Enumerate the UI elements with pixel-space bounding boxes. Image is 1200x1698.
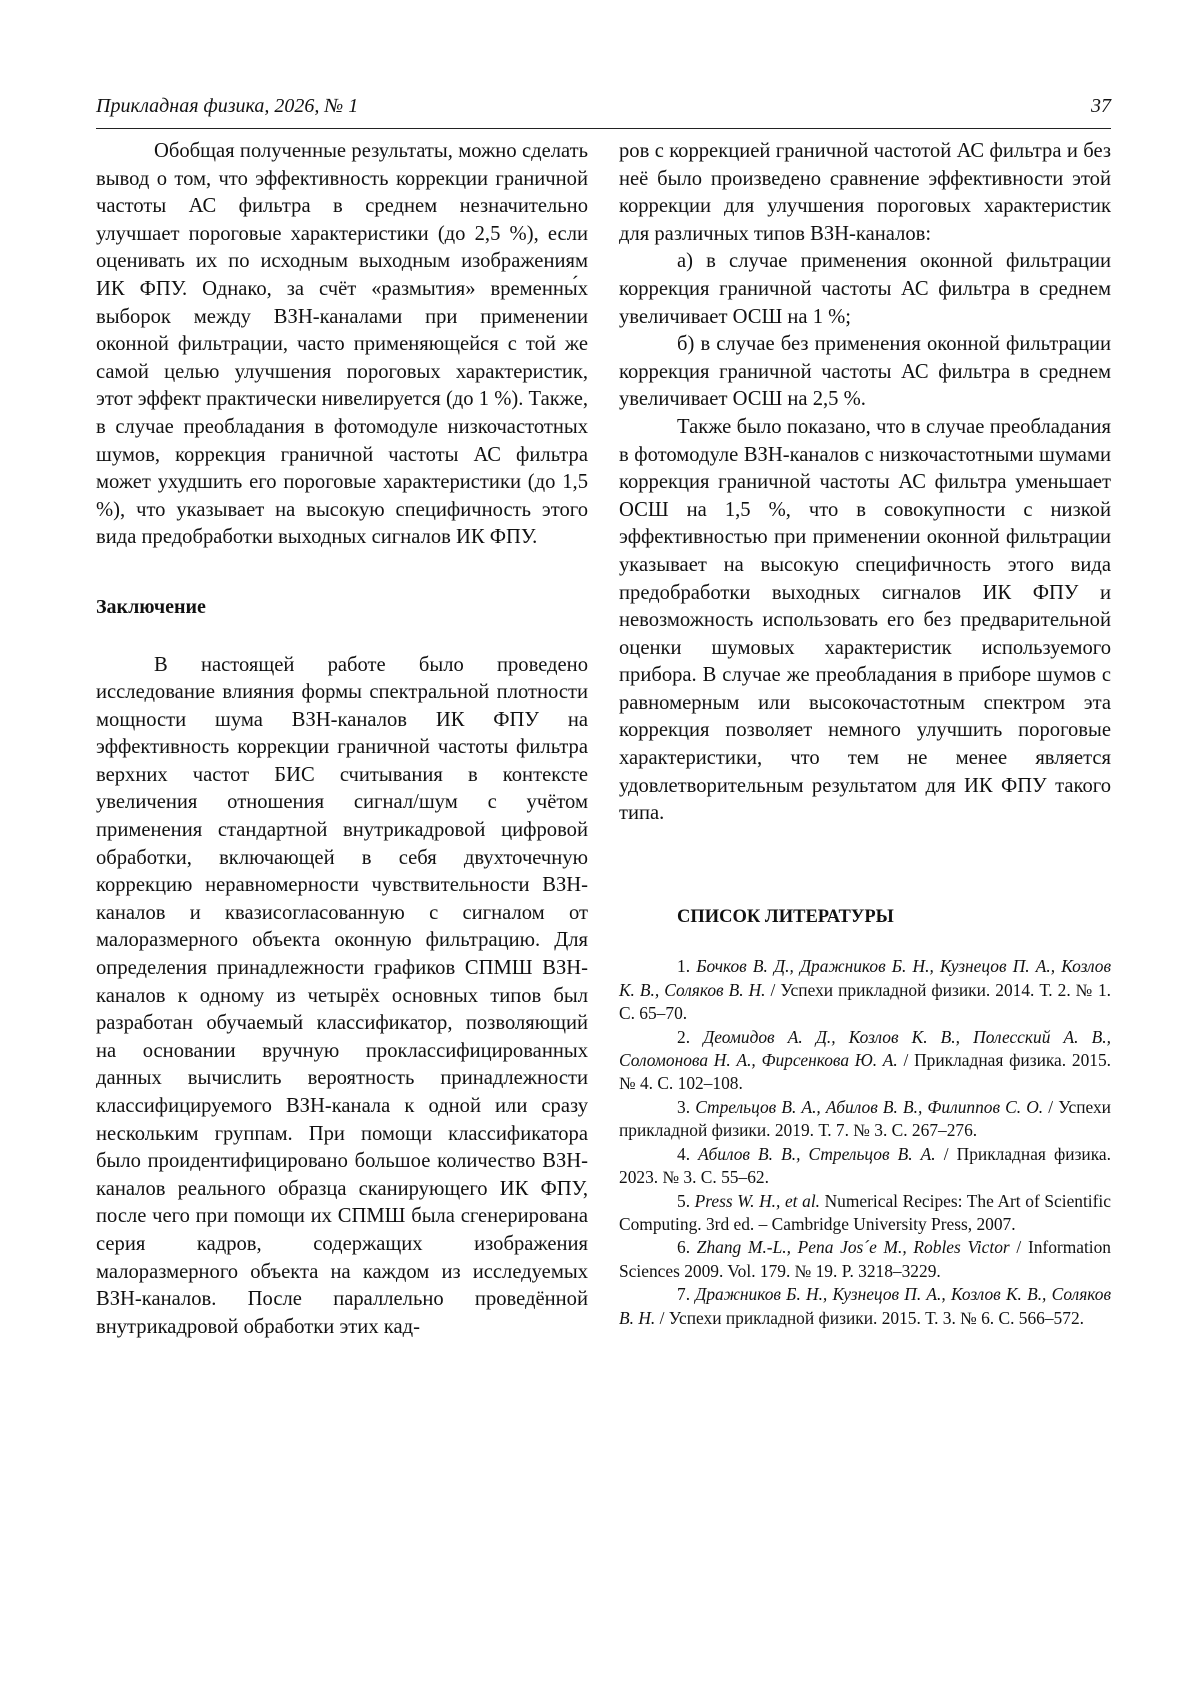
reference-item: 3. Стрельцов В. А., Абилов В. В., Филиппов С. О. / Успехи прикладной физики. 2019. Т. 7. № 3. С. 267–276.	[619, 1096, 1111, 1141]
reference-item: 1. Бочков В. Д., Дражников Б. Н., Кузнецов П. А., Козлов К. В., Соляков В. Н. / Успехи прикладной физики. 2014. Т. 2. № 1. С. 65–70.	[619, 956, 1111, 1024]
conclusion-heading: Заключение	[96, 595, 206, 618]
list-item-b: б) в случае без применения оконной фильтрации коррекция граничной частоты АС фильтра в среднем увеличивает ОСШ на 2,5 %.	[619, 333, 1111, 411]
conclusion-paragraph: В настоящей работе было проведено исследование влияния формы спектральной плотности мощности шума ВЗН-каналов ИК ФПУ на эффективность коррекции граничной частоты фильтра верхних частот БИС считывания в контексте увеличения отношения сигнал/шум с учётом применения стандартной внутрикадровой цифровой обработки, включающей в себя двухточечную коррекцию неравномерности чувствительности ВЗН-каналов и квазисогласованную с сигналом от малоразмерного объекта оконную фильтрацию. Для определения принадлежности графиков СПМШ ВЗН-каналов к одному из четырёх основных типов был разработан обучаемый классификатор, позволяющий на основании вручную проклассифицированных данных вычислить вероятность принадлежности классифицируемого ВЗН-канала к одной или сразу нескольким группам. При помощи классификатора было проидентифицировано большое количество ВЗН-каналов реального образца сканирующего ИК ФПУ, после чего при помощи их СПМШ была сгенерирована серия кадров, содержащих изображения малоразмерного объекта на каждом из исследуемых ВЗН-каналов. После параллельно проведённой внутрикадровой обработки этих кад-	[96, 653, 588, 1338]
header-divider	[96, 128, 1111, 129]
reference-item: 2. Деомидов А. Д., Козлов К. В., Полесский А. В., Соломонова Н. А., Фирсенкова Ю. А. / Прикладная физика. 2015. № 4. С. 102–108.	[619, 1026, 1111, 1094]
references-heading: СПИСОК ЛИТЕРАТУРЫ	[677, 906, 894, 927]
left-column	[96, 138, 588, 1341]
reference-item: 7. Дражников Б. Н., Кузнецов П. А., Козлов К. В., Соляков В. Н. / Успехи прикладной физики. 2015. Т. 3. № 6. С. 566–572.	[619, 1284, 1111, 1328]
references-list	[619, 955, 1111, 1330]
reference-item: 6. Zhang M.-L., Pena Jos´e M., Robles Victor / Information Sciences 2009. Vol. 179. № 19. P. 3218–3229.	[619, 1237, 1112, 1281]
reference-item: 4. Абилов В. В., Стрельцов В. А. / Прикладная физика. 2023. № 3. С. 55–62.	[619, 1143, 1111, 1188]
findings-paragraph: Также было показано, что в случае преобладания в фотомодуле ВЗН-каналов с низкочастотными шумами коррекция граничной частоты АС фильтра уменьшает ОСШ на 1,5 %, что в совокупности с низкой эффективностью при применении оконной фильтрации указывает на высокую специфичность этого вида предобработки выходных сигналов ИК ФПУ и невозможность использовать его без предварительной оценки шумовых характеристик используемого прибора. В случае же преобладания в приборе шумов с равномерным или высокочастотным спектром эта коррекция позволяет немного улучшить пороговые характеристики, что тем не менее является удовлетворительным результатом для ИК ФПУ такого типа.	[619, 415, 1111, 825]
list-item-a: а) в случае применения оконной фильтрации коррекция граничной частоты АС фильтра в среднем увеличивает ОСШ на 1 %;	[619, 250, 1111, 328]
results-paragraph: Обобщая полученные результаты, можно сделать вывод о том, что эффективность коррекции граничной частоты АС фильтра в среднем незначительно улучшает пороговые характеристики (до 2,5 %), если оценивать их по исходным выходным изображениям ИК ФПУ. Однако, за счёт «размытия» временны́х выборок между ВЗН-каналами при применении оконной фильтрации, часто применяющейся с той же самой целью улучшения пороговых характеристик, этот эффект практически нивелируется (до 1 %). Также, в случае преобладания в фотомодуле низкочастотных шумов, коррекция граничной частоты АС фильтра может ухудшить его пороговые характеристики (до 1,5 %), что указывает на высокую специфичность этого вида предобработки выходных сигналов ИК ФПУ.	[96, 140, 588, 549]
page-number: 37	[1091, 95, 1111, 117]
continuation-paragraph: ров с коррекцией граничной частотой АС фильтра и без неё было произведено сравнение эффективности этой коррекции для улучшения пороговых характеристик для различных типов ВЗН-каналов:	[619, 140, 1111, 245]
journal-title: Прикладная физика, 2026, № 1	[96, 95, 359, 117]
reference-item: 5. Press W. H., et al. Numerical Recipes: The Art of Scientific Computing. 3rd ed. – Cambridge University Press, 2007.	[619, 1190, 1111, 1234]
right-column	[619, 138, 1111, 1330]
